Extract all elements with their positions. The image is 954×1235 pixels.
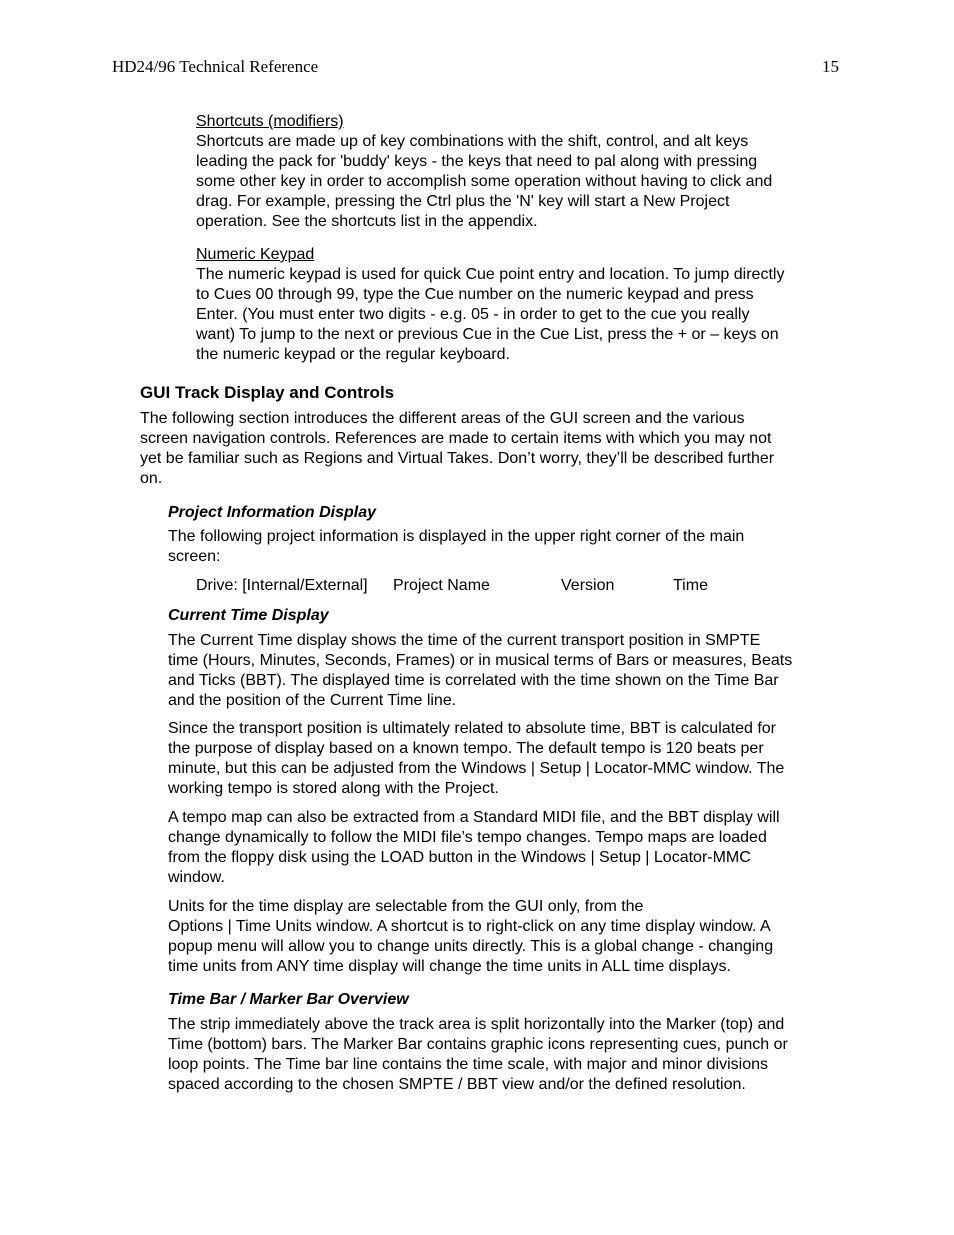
project-info-line: screen: [168,548,221,565]
time-bar-line: loop points. The Time bar line contains the time scale, with major and minor divisions [168,1056,768,1073]
current-time-line: popup menu will allow you to change units directly. This is a global change - changing [168,938,774,955]
gui-section-line: screen navigation controls. References are made to certain items with which you may not [140,430,772,447]
current-time-line: window. [168,869,225,886]
current-time-line: The Current Time display shows the time of the current transport position in SMPTE [168,632,761,649]
numeric-keypad-section [196,245,784,365]
current-time-line: and the position of the Current Time line. [168,692,457,709]
current-time-line: working tempo is stored along with the Project. [168,780,499,797]
current-time-line: time (Hours, Minutes, Seconds, Frames) or in musical terms of Bars or measures, Beats [168,652,793,669]
current-time-line: Since the transport position is ultimately related to absolute time, BBT is calculated for [168,720,777,737]
current-time-line: Options | Time Units window. A shortcut is to right-click on any time display window. A [168,918,771,935]
current-time-heading: Current Time Display [168,607,329,624]
current-time-line: the purpose of display based on a known tempo. The default tempo is 120 beats per [168,740,764,757]
page-number: 15 [822,57,839,76]
time-bar-body [168,1015,788,1095]
current-time-paragraph-2 [168,719,784,799]
shortcuts-line: operation. See the shortcuts list in the appendix. [196,213,538,230]
numeric-keypad-line: want) To jump to the next or previous Cue in the Cue List, press the + or – keys on [196,326,779,343]
current-time-line: from the floppy disk using the LOAD button in the Windows | Setup | Locator-MMC [168,849,751,866]
time-field: Time [673,577,708,594]
version-field: Version [561,577,615,594]
page-header [112,57,839,79]
shortcuts-line: some other key in order to accomplish some operation without having to click and [196,173,773,190]
project-info-fields [196,576,796,596]
current-time-paragraph-3 [168,808,780,888]
gui-section-line: on. [140,470,163,487]
shortcuts-line: drag. For example, pressing the Ctrl plus the 'N' key will start a New Project [196,193,730,210]
gui-section-body [140,409,774,489]
time-bar-line: Time (bottom) bars. The Marker Bar contains graphic icons representing cues, punch or [168,1036,788,1053]
current-time-line: and Ticks (BBT). The displayed time is correlated with the time shown on the Time Bar [168,672,779,689]
numeric-keypad-line: Enter. (You must enter two digits - e.g. 05 - in order to get to the cue you really [196,306,750,323]
current-time-line: A tempo map can also be extracted from a Standard MIDI file, and the BBT display will [168,809,780,826]
project-name-field: Project Name [393,577,490,594]
numeric-keypad-line: the numeric keypad or the regular keyboard. [196,346,510,363]
shortcuts-section [196,112,772,232]
time-bar-line: spaced according to the chosen SMPTE / BBT view and/or the defined resolution. [168,1076,746,1093]
document-title: HD24/96 Technical Reference [112,57,319,76]
current-time-paragraph-1 [168,631,792,711]
project-info-line: The following project information is displayed in the upper right corner of the main [168,528,745,545]
time-bar-heading: Time Bar / Marker Bar Overview [168,991,409,1008]
numeric-keypad-heading: Numeric Keypad [196,246,315,263]
time-bar-line: The strip immediately above the track area is split horizontally into the Marker (top) and [168,1016,785,1033]
shortcuts-line: Shortcuts are made up of key combinations with the shift, control, and alt keys [196,133,749,150]
gui-section-line: The following section introduces the different areas of the GUI screen and the various [140,410,745,427]
shortcuts-line: leading the pack for 'buddy' keys - the keys that need to pal along with pressing [196,153,758,170]
project-info-body [168,527,744,567]
drive-field: Drive: [Internal/External] [196,577,368,594]
shortcuts-heading: Shortcuts (modifiers) [196,113,344,130]
current-time-line: change dynamically to follow the MIDI file’s tempo changes. Tempo maps are loaded [168,829,767,846]
numeric-keypad-line: The numeric keypad is used for quick Cue point entry and location. To jump directly [196,266,785,283]
numeric-keypad-line: to Cues 00 through 99, type the Cue number on the numeric keypad and press [196,286,754,303]
project-info-heading: Project Information Display [168,504,377,521]
gui-section-line: yet be familiar such as Regions and Virtual Takes. Don’t worry, they’ll be described further [140,450,775,467]
current-time-line: time units from ANY time display will change the time units in ALL time displays. [168,958,731,975]
current-time-line: minute, but this can be adjusted from the Windows | Setup | Locator-MMC window. The [168,760,785,777]
current-time-line: Units for the time display are selectable from the GUI only, from the [168,898,644,915]
current-time-paragraph-4 [168,897,773,977]
gui-section-heading: GUI Track Display and Controls [140,383,395,402]
